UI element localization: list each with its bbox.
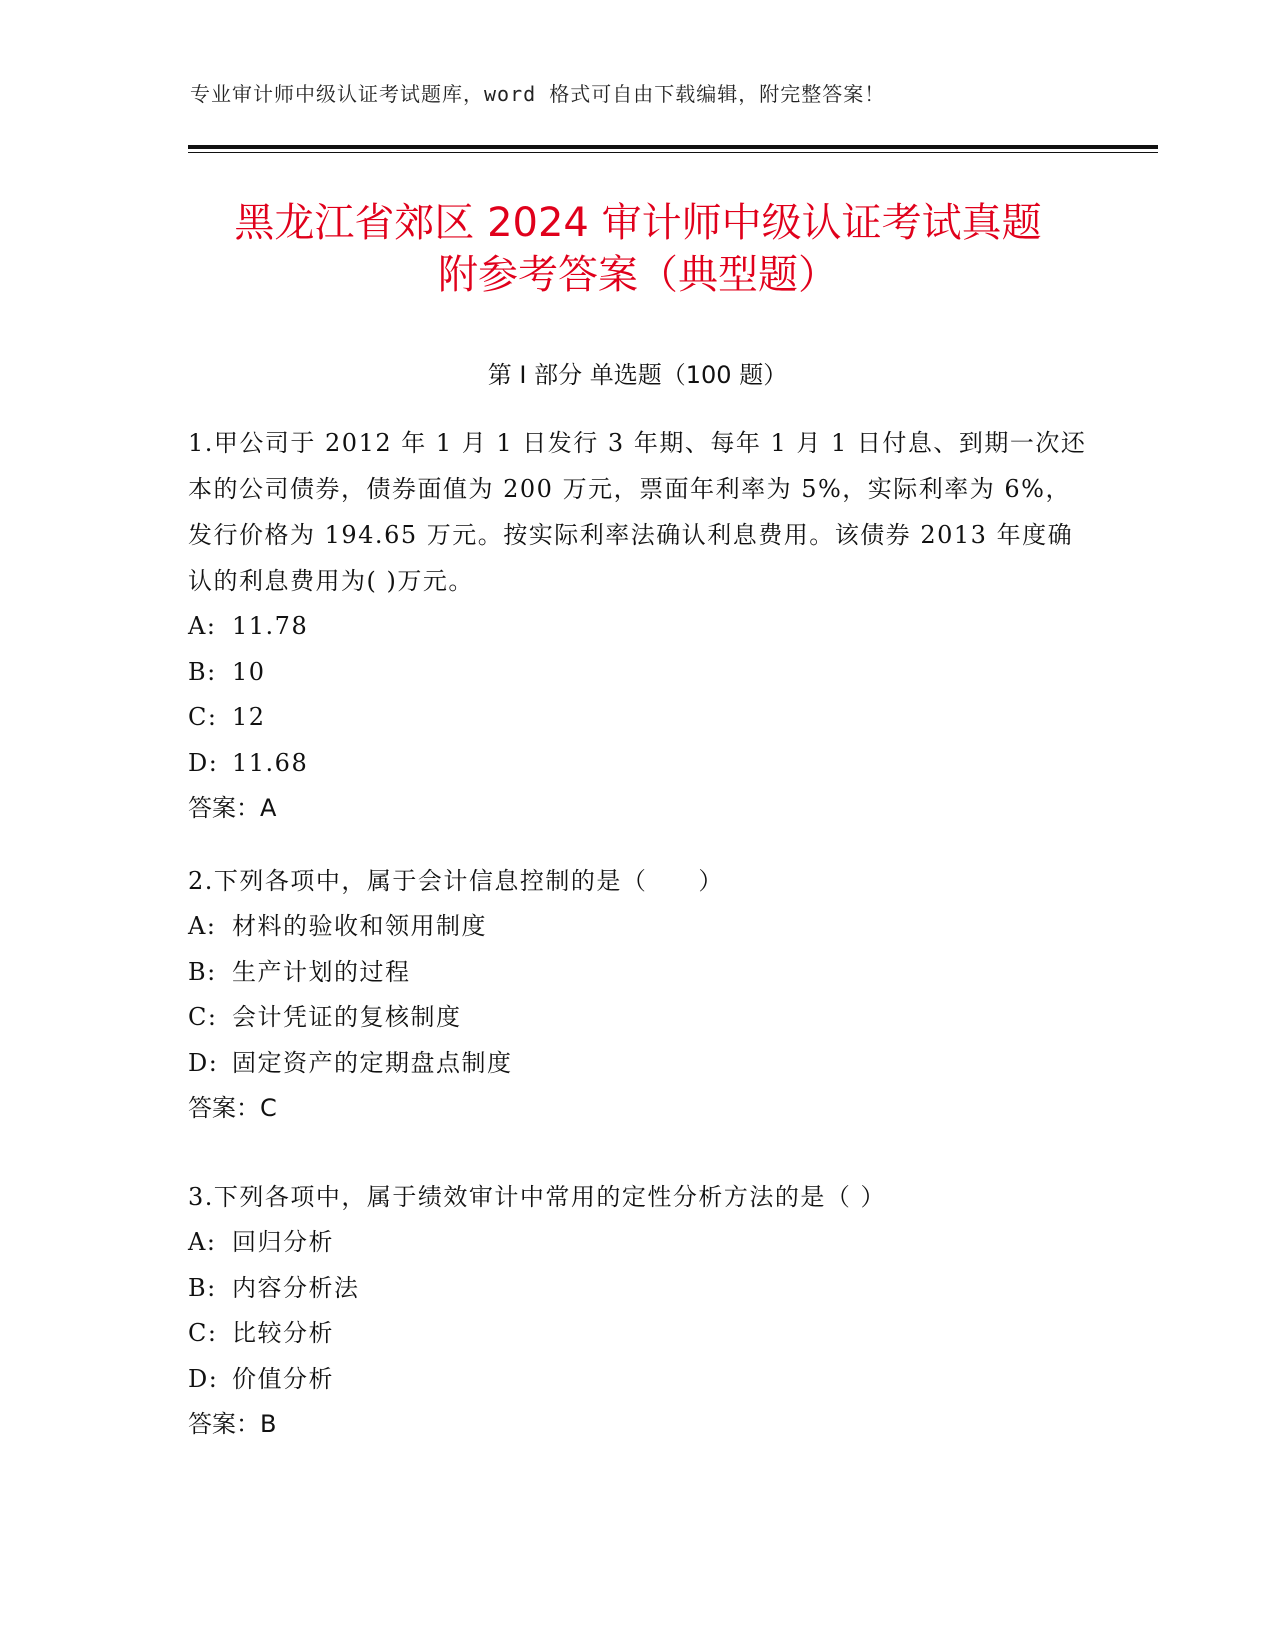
question-text: 2.下列各项中，属于会计信息控制的是（ ） bbox=[188, 867, 724, 895]
title-line-1: 黑龙江省郊区 2024 审计师中级认证考试真题 bbox=[234, 200, 1042, 246]
option-letter: B: bbox=[188, 957, 217, 986]
answer: 答案：C bbox=[188, 1094, 277, 1122]
option-b bbox=[188, 1266, 1088, 1312]
option-text: 内容分析法 bbox=[232, 1273, 360, 1302]
question-2 bbox=[188, 858, 1088, 1132]
header-note: 专业审计师中级认证考试题库，word 格式可自由下载编辑，附完整答案！ bbox=[190, 82, 886, 106]
option-b bbox=[188, 650, 1088, 696]
option-letter: A: bbox=[188, 1228, 217, 1256]
option-text: 价值分析 bbox=[232, 1364, 334, 1393]
option-letter: B: bbox=[188, 1273, 217, 1302]
option-a bbox=[188, 604, 1088, 650]
option-text: 11.68 bbox=[232, 748, 309, 777]
option-letter: C: bbox=[188, 1319, 218, 1347]
option-a bbox=[188, 904, 1088, 950]
option-text: 生产计划的过程 bbox=[232, 957, 411, 986]
document-title bbox=[188, 197, 1088, 301]
option-text: 12 bbox=[232, 703, 266, 731]
option-c bbox=[188, 1311, 1088, 1357]
option-text: 回归分析 bbox=[232, 1228, 334, 1256]
option-letter: C: bbox=[188, 1003, 218, 1031]
question-3 bbox=[188, 1174, 1088, 1448]
header-rule-thin bbox=[188, 152, 1158, 153]
option-text: 10 bbox=[232, 657, 266, 686]
option-text: 会计凭证的复核制度 bbox=[232, 1003, 462, 1031]
option-text: 材料的验收和领用制度 bbox=[232, 912, 487, 940]
option-a bbox=[188, 1220, 1088, 1266]
option-c bbox=[188, 995, 1088, 1041]
option-letter: B: bbox=[188, 657, 217, 686]
section-heading: 第 I 部分 单选题（100 题） bbox=[487, 361, 788, 389]
option-text: 固定资产的定期盘点制度 bbox=[232, 1048, 513, 1077]
question-text: 3.下列各项中，属于绩效审计中常用的定性分析方法的是（ ） bbox=[188, 1183, 887, 1211]
option-letter: D: bbox=[188, 1364, 219, 1393]
option-text: 比较分析 bbox=[232, 1319, 334, 1347]
option-text: 11.78 bbox=[232, 612, 309, 640]
question-text: 1.甲公司于 2012 年 1 月 1 日发行 3 年期、每年 1 月 1 日付息、到期一次还本的公司债券，债券面值为 200 万元，票面年利率为 5%，实际利率为 6%，发行价格为 194.65 万元。按实际利率法确认利息费用。该债券 2013 年度确认的利息费用为( )万元。 bbox=[188, 429, 1087, 595]
option-d bbox=[188, 1357, 1088, 1403]
option-letter: A: bbox=[188, 612, 217, 640]
option-b bbox=[188, 950, 1088, 996]
question-1 bbox=[188, 420, 1088, 832]
option-d bbox=[188, 741, 1088, 787]
title-line-2: 附参考答案（典型题） bbox=[438, 252, 838, 298]
answer: 答案：B bbox=[188, 1410, 277, 1438]
header-rule-thick bbox=[188, 145, 1158, 149]
option-letter: D: bbox=[188, 748, 219, 777]
option-d bbox=[188, 1041, 1088, 1087]
option-letter: D: bbox=[188, 1048, 219, 1077]
option-c bbox=[188, 695, 1088, 741]
option-letter: A: bbox=[188, 912, 217, 940]
answer: 答案：A bbox=[188, 794, 277, 822]
option-letter: C: bbox=[188, 703, 218, 731]
